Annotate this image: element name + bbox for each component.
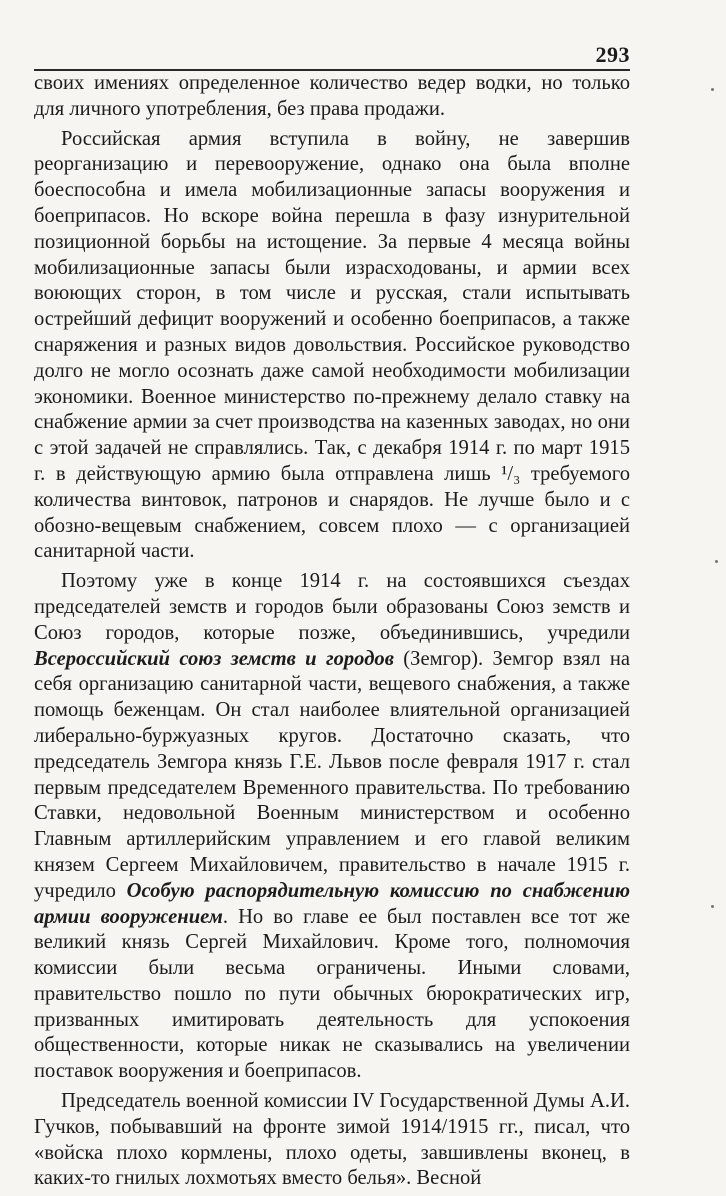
paragraph-text: Поэтому уже в конце 1914 г. на состоявшихся съездах председателей земств и городов были образованы Союз земств и Союз городов, которые позже, объединившись, учредили — [34, 570, 630, 644]
body-text — [34, 71, 630, 1196]
paragraph-text: Председатель военной комиссии IV Государственной Думы А.И. Гучков, побывавший на фронте зимой 1914/1915 гг., писал, что «войска плохо кормлены, плохо одеты, завшивлены вконец, в каких-то гнилых лохмотьях вместо белья». Весной — [34, 1090, 630, 1190]
paragraph — [34, 127, 630, 566]
page-number: 293 — [595, 42, 630, 67]
paragraph-text: (Земгор). Земгор взял на себя организацию санитарной части, вещевого снабжения, а также помощь беженцам. Он стал наиболее влиятельной организацией либерально-буржуазных кругов. Достаточно сказать, что председатель Земгора князь Г.Е. Львов после февраля 1917 г. стал первым председателем Временного правительства. По требованию Ставки, недовольной Военным министерством и особенно Главным артиллерийским управлением и его главой великим князем Сергеем Михайловичем, правительство в начале 1915 г. учредило — [34, 647, 630, 902]
page-edge-specks — [706, 0, 726, 1179]
paragraph — [34, 1089, 630, 1192]
emphasized-term: Особую распорядительную комиссию по снабжению армии вооружением — [34, 879, 630, 928]
paragraph — [34, 71, 630, 123]
paragraph — [34, 569, 630, 1085]
emphasized-term: Всероссийский союз земств и городов — [34, 647, 394, 670]
paragraph-text: Российская армия вступила в войну, не завершив реорганизацию и перевооружение, однако она была вполне боеспособна и имела мобилизационные запасы вооружения и боеприпасов. Но вскоре война перешла в фазу изнурительной позиционной борьбы на истощение. За первые 4 месяца войны мобилизационные запасы были израсходованы, и армии всех воюющих сторон, в том числе и русская, стали испытывать острейший дефицит вооружений и особенно боеприпасов, а также снаряжения и разных видов довольствия. Российское руководство долго не могло осознать даже самой необходимости мобилизации экономики. Военное министерство по-прежнему делало ставку на снабжение армии за счет производства на казенных заводах, но они с этой задачей не справлялись. Так, с декабря 1914 г. по март 1915 г. в действующую армию была отправлена лишь ¹/₃ требуемого количества винтовок, патронов и снарядов. Не лучше было и с обозно-вещевым снабжением, совсем плохо — с организацией санитарной части. — [34, 127, 630, 563]
paragraph-text: . Но во главе ее был поставлен все тот же великий князь Сергей Михайлович. Кроме того, полномочия комиссии были весьма ограничены. Иными словами, правительство пошло по пути обычных бюрократических игр, призванных имитировать деятельность для успокоения общественности, которые никак не сказывались на увеличении поставок вооружения и боеприпасов. — [34, 905, 630, 1083]
paragraph-text: своих имениях определенное количество ведер водки, но только для личного употребления, без права продажи. — [34, 72, 630, 120]
